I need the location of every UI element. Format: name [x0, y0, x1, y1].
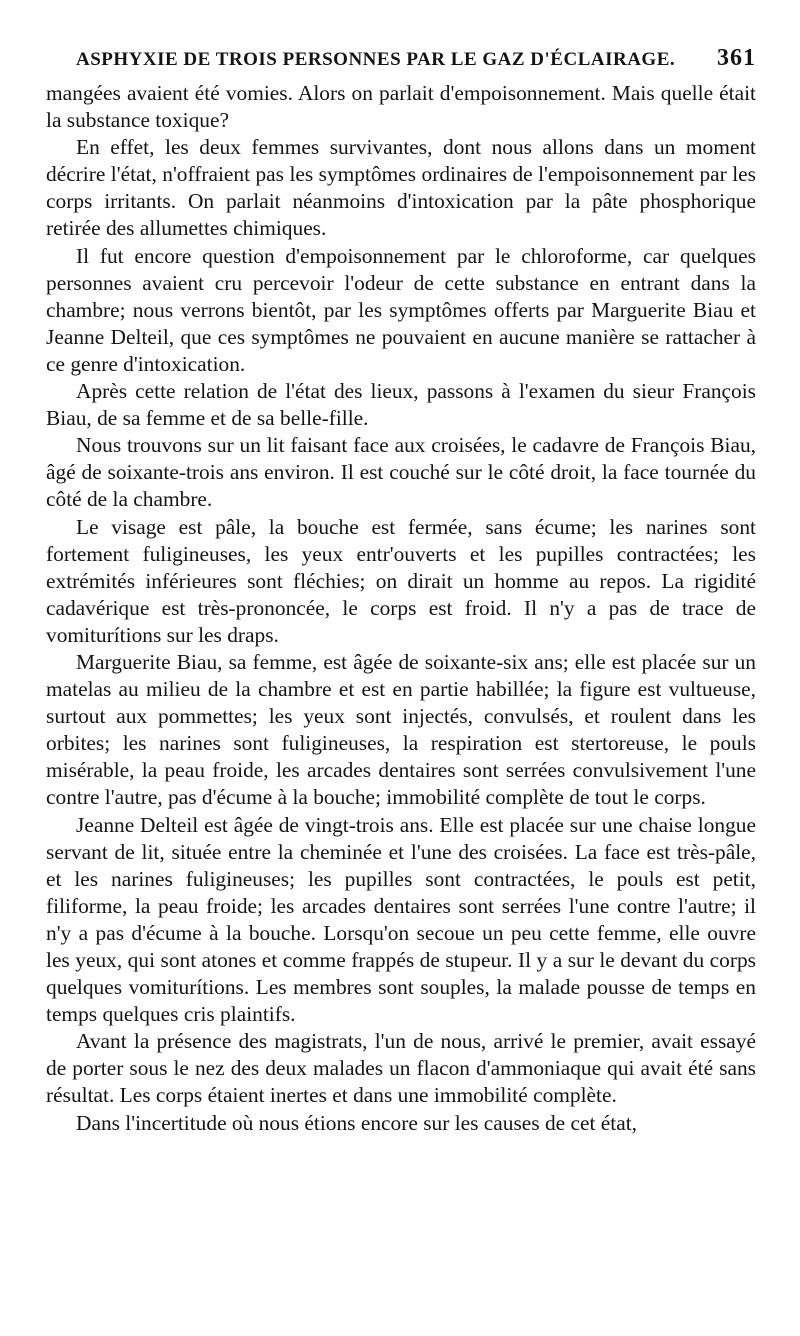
page-body — [46, 80, 756, 1137]
page-header — [46, 36, 756, 80]
paragraph-2: En effet, les deux femmes survivantes, dont nous allons dans un moment décrire l'état, n'offraient pas les symptômes ordinaires de l'empoisonnement par les corps irritants. On parlait néanmoins d'intoxication par la pâte phosphorique retirée des allumettes chimiques. — [46, 135, 756, 241]
paragraph-3: Il fut encore question d'empoisonnement par le chloroforme, car quelques personnes avaient cru percevoir l'odeur de cette substance en entrant dans la chambre; nous verrons bientôt, par les symptômes offerts par Marguerite Biau et Jeanne Delteil, que ces symptômes ne pouvaient en aucune manière se rattacher à ce genre d'intoxication. — [46, 243, 756, 376]
paragraph-4: Après cette relation de l'état des lieux, passons à l'examen du sieur François Biau, de sa femme et de sa belle-fille. — [46, 379, 756, 431]
running-head: ASPHYXIE DE TROIS PERSONNES PAR LE GAZ D'ÉCLAIRAGE. — [76, 49, 676, 70]
paragraph-9: Avant la présence des magistrats, l'un de nous, arrivé le premier, avait essayé de porter sous le nez des deux malades un flacon d'ammoniaque qui avait été sans résultat. Les corps étaient inertes et dans une immobilité complète. — [46, 1029, 756, 1108]
paragraph-1: mangées avaient été vomies. Alors on parlait d'empoisonnement. Mais quelle était la substance toxique? — [46, 81, 756, 133]
paragraph-7: Marguerite Biau, sa femme, est âgée de soixante-six ans; elle est placée sur un matelas au milieu de la chambre et est en partie habillée; la figure est vultueuse, surtout aux pommettes; les yeux sont injectés, convulsés, et roulent dans les orbites; les narines sont fuligineuses, la respiration est stertoreuse, le pouls misérable, la peau froide, les arcades dentaires sont serrées convulsivement l'une contre l'autre, pas d'écume à la bouche; immobilité complète de tout le corps. — [46, 649, 756, 810]
paragraph-8: Jeanne Delteil est âgée de vingt-trois ans. Elle est placée sur une chaise longue servant de lit, située entre la cheminée et l'une des croisées. La face est très-pâle, et les narines fuligineuses; les pupilles sont contractées, le pouls est petit, filiforme, la peau froide; les arcades dentaires sont serrées l'une contre l'autre; il n'y a pas d'écume à la bouche. Lorsqu'on secoue un peu cette femme, elle ouvre les yeux, qui sont atones et comme frappés de stupeur. Il y a sur le devant du corps quelques vomiturítions. Les membres sont souples, la malade pousse de temps en temps quelques cris plaintifs. — [46, 812, 756, 1027]
paragraph-10: Dans l'incertitude où nous étions encore sur les causes de cet état, — [76, 1110, 638, 1135]
paragraph-6: Le visage est pâle, la bouche est fermée, sans écume; les narines sont fortement fuligineuses, les yeux entr'ouverts et les pupilles contractées; les extrémités inférieures sont fléchies; on dirait un homme au repos. La rigidité cadavérique est très-prononcée, le corps est froid. Il n'y a pas de trace de vomiturítions sur les draps. — [46, 514, 756, 647]
paragraph-5: Nous trouvons sur un lit faisant face aux croisées, le cadavre de François Biau, âgé de soixante-trois ans environ. Il est couché sur le côté droit, la face tournée du côté de la chambre. — [46, 433, 756, 512]
page-number: 361 — [717, 45, 756, 71]
